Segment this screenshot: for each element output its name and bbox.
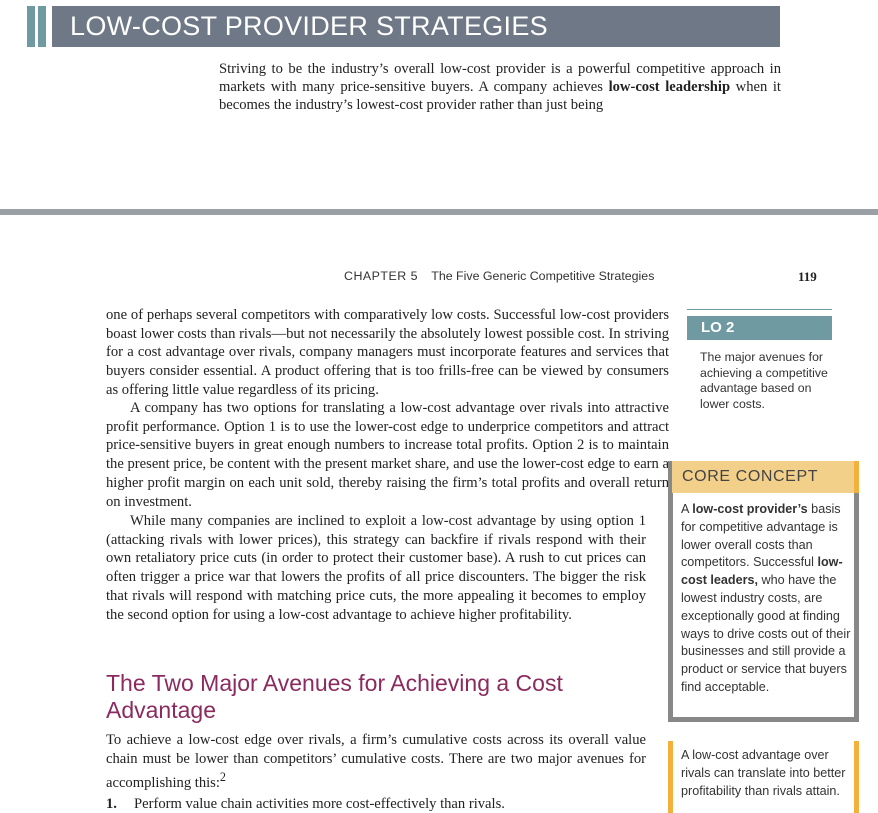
page-number: 119 [798, 269, 817, 284]
body-paragraph-4 [106, 731, 646, 793]
section-heading: The Two Major Avenues for Achieving a Cost Advantage [106, 670, 563, 723]
intro-paragraph [219, 60, 781, 114]
title-accent-bar [38, 6, 46, 47]
cc-text-b: basis for competitive advantage is lower overall costs than competitors. Successful [681, 502, 841, 570]
margin-note: A low-cost advantage over rivals can translate into better profitability than rivals attain. [681, 748, 846, 798]
running-head [344, 269, 654, 283]
list-item-number: 1. [106, 796, 117, 812]
cc-text-c: who have the lowest industry costs, are exceptionally good at finding ways to drive costs out of their businesses and still provide a product or service that buyers find acceptable. [681, 573, 851, 694]
learning-objective-label: LO 2 [701, 319, 735, 336]
chapter-label: CHAPTER 5 [344, 269, 419, 283]
cc-text-a: A [681, 502, 693, 516]
core-concept-text [681, 501, 853, 697]
intro-text: Striving to be the industry’s overall low-cost provider is a powerful competitive approach in markets with many price-sensitive buyers. A company achieves [219, 61, 781, 95]
footnote-ref[interactable]: 2 [219, 770, 226, 785]
intro-text-end: when it becomes the industry’s lowest-cost provider rather than just being [219, 79, 781, 113]
list-item-text: Perform value chain activities more cost-effectively than rivals. [134, 796, 505, 812]
core-concept-header [672, 461, 854, 493]
intro-bold-term: low-cost leadership [608, 79, 731, 95]
learning-objective-box [687, 316, 832, 340]
chapter-title: The Five Generic Competitive Strategies [431, 269, 655, 283]
body-paragraph-1: one of perhaps several competitors with comparatively low costs. Successful low-cost providers boast lower costs than rivals—but not necessarily the absolutely lowest possible cost. In striving for a cost advantage over rivals, company managers must incorporate features and services that buyers consider essential. A product offering that is too frills-free can be viewed by consumers as offering little value regardless of its pricing. [106, 307, 669, 398]
cc-bold-term-2: low-cost leaders, [681, 555, 843, 588]
note-bar [854, 741, 859, 813]
body-paragraph-2: A company has two options for translating a low-cost advantage over rivals into attractive profit performance. Option 1 is to use the lower-cost edge to underprice competitors and attract price-sensitive buyers in great enough numbers to increase total profits. Option 2 is to maintain the present price, be content with the present market share, and use the lower-cost edge to earn a higher profit margin on each unit sold, thereby raising the firm’s total profits and overall return on investment. [106, 400, 669, 510]
list-item [106, 795, 646, 813]
page-divider [0, 209, 878, 215]
section-title-bar [52, 6, 780, 47]
body-paragraph-3: While many companies are inclined to exploit a low-cost advantage by using option 1 (attacking rivals with lower prices), this strategy can backfire if rivals respond with their own retaliatory price cuts (in order to protect their customer base). A rush to cut prices can often trigger a price war that lowers the profits of all price discounters. The bigger the risk that rivals will respond with matching price cuts, the more appealing it becomes to employ the second option for using a low-cost advantage to achieve higher profitability. [106, 513, 646, 623]
lo-rule [687, 309, 832, 310]
cc-bold-term-1: low-cost provider’s [692, 502, 808, 516]
note-bar [668, 741, 673, 813]
title-accent-bar [27, 6, 35, 47]
learning-objective-text: The major avenues for achieving a competitive advantage based on lower costs. [700, 350, 828, 411]
core-concept-header-edge [854, 461, 859, 493]
section-title: LOW-COST PROVIDER STRATEGIES [70, 11, 548, 41]
core-concept-title: CORE CONCEPT [682, 468, 819, 485]
body-paragraph-4-text: To achieve a low-cost edge over rivals, a firm’s cumulative costs across its overall value chain must be lower than competitors’ cumulative costs. There are two major avenues for accomplishing this: [106, 732, 646, 792]
